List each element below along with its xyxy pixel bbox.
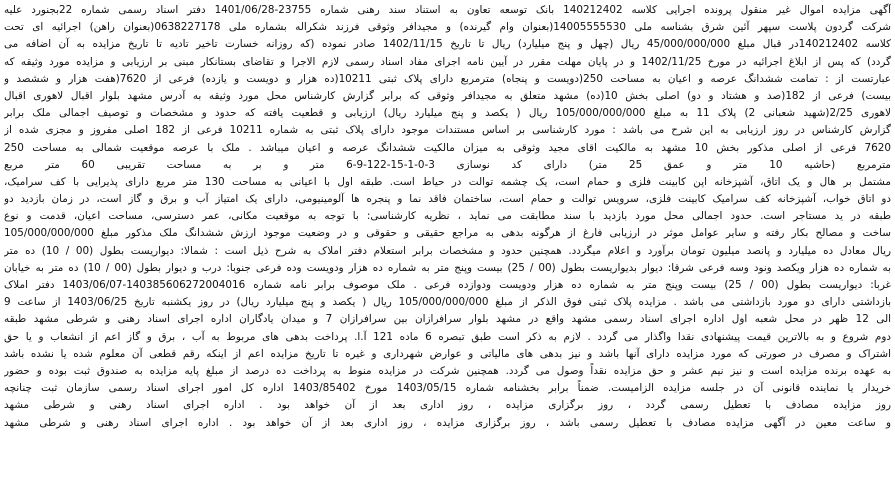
notice-line: طبقه در ید مستاجر است. حدود اجمالی محل مورد بازدید با سند مطابقت می نماید ، نظریه کارشناسی: با توجه به موقعیت مکانی، عمر دسترسی، مساحت اعیان، قدمت و نوع [4,210,891,223]
notice-line-last [4,432,891,449]
notice-line: ریال معادل ده میلیارد و پانصد میلیون تومان برآورد و اعلام میگردد. همچنین حدود و مشخصات برابر استعلام دفتر املاک به شرح ذیل است : شمالا: دیواریست بطول (00 / 10) ده متر [4,244,891,257]
notice-line: به عهده برنده مزایده است و نیز نیم عشر و حق مزایده نقداً وصول می گردد. همچنین شرکت در مزایده منوط به پرداخت ده درصد از مبلغ پایه مزایده به صندوق ثبت بوده و حضور [4,364,891,377]
notice-line: 7620 فرعی از اصلی مذکور بخش 10 مشهد به مالکیت اقای مجید وثوقی به میزان مالکیت ششدانگ عرصه و اعیان میباشد . ملک با عرصه موقعیت شمالی به مساحت 250 [4,141,891,154]
notice-line: آگهی مزایده اموال غیر منقول پرونده اجرایی کلاسه 140212402 بانک توسعه تعاون به استناد سند رهنی شماره 23755-1401/06/28 دفتر اسناد رسمی شماره 22بجنورد علیه [4,4,891,16]
notice-line: خریدار یا نماینده قانونی آن در جلسه مزایده الزامیست. ضمناً برابر بخشنامه شماره 1403/05/15 مورخ 1403/85402 اداره کل امور اجرای اسناد رسمی سازمان ثبت چنانچه [4,382,891,395]
notice-line: الی 12 ظهر در محل شعبه اول اداره اجرای اسناد رسمی مشهد واقع در مشهد بلوار سرافرازان بین سرافرازان 7 و میدان یادگاران اداره اجرای اسناد رهنی و شرطی مشهد طبقه [4,313,891,326]
notice-line: بازداشتی دارای دو مورد بازداشتی می باشد . مزایده پلاک ثبتی فوق الذکر از مبلغ 105/000/000/000 ریال ( یکصد و پنج میلیارد ریال) در روز یکشنبه تاریخ 1403/06/25 از ساعت 9 [4,296,891,309]
notice-line: غربا: دیواریست بطول (00 / 25) بیست وپنج متر به شماره ده هزار ودویست ودوازده فرعی . ملک موصوف برابر نامه شماره 140385606272004016-1403/06/07 دفتر املاک [4,279,891,291]
auction-notice [4,2,891,489]
notice-line: دوم شروع و به بالاترین قیمت پیشنهادی نقدا واگذار می گردد . لازم به ذکر است طبق تبصره 6 ماده 121 آ.ا. پرداخت بدهی های مربوط به آب ، برق و گاز اعم از انشعاب و یا حق [4,330,891,343]
notice-line: روز مزایده مصادف با تعطیل رسمی گردد ، روز برگزاری مزایده ، روز اداری بعد از آن خواهد بود . اداره اجرای اسناد رهنی و شرطی مشهد [4,399,891,412]
notice-line: بیست) فرعی از 182(صد و هشتاد و دو) اصلی بخش 10(ده) مشهد متعلق به مجیدافر وثوقی که برابر گزارش کارشناس محل مورد وثیقه به آدرس مشهد بلوار اقبال لاهوری اقبال [4,89,891,102]
notice-line: کلاسه 140212402در قبال مبلغ 45/000/000/000 ریال (چهل و پنج میلیارد) ریال تا تاریخ 1402/11/15 صادر نموده (که روزانه خسارت تاخیر تادیه تا تاریخ مزایده به آن اضافه می [4,38,891,51]
notice-line: مشتمل بر هال و یک اتاق، آشپزخانه اپن کابینت فلزی و حمام است، یک چشمه توالت در حیاط است. طبقه اول با اعیانی به مساحت 130 متر مربع دارای پذیرایی با کف سرامیک، [4,175,891,188]
notice-line: و ساعت معین در آگهی مزایده مصادف با تعطیل رسمی باشد ، روز برگزاری مزایده ، روز اداری بعد از آن خواهد بود . اداره اجرای اسناد رهنی و شرطی مشهد [4,416,891,429]
notice-line: عبارتست از : تمامت ششدانگ عرصه و اعیان به مساحت 250(دویست و پنجاه) مترمربع دارای پلاک ثبتی 10211(ده هزار و دویست و یازده) فرعی از 7620(هفت هزار و ششصد و [4,72,891,85]
notice-line: لاهوری 2/25(شهید شعبانی 2) پلاک 11 به مبلغ 105/000/000/000 ریال ( یکصد و پنج میلیارد ریال) ارزیابی و قطعیت یافته که حدود و مشخصات و توصیف اجمالی ملک برابر [4,107,891,120]
notice-line: به شماره ده هزار ویکصد ونود وسه فرعی شرقا: دیوار بدیواریست بطول (00 / 25) بیست وپنج متر به شماره ده هزار ودویست وده فرعی جنوبا: درب و دیوار بطول (00 / 10) ده متر به خیابان [4,261,891,274]
notice-line: گردد) که پس از ابلاغ اجرائیه در مورخ 1402/11/25 و در پایان مهلت مقرر در آیین نامه اجرای مفاد اسناد رسمی لازم الاجرا و تقاضای بستانکار مبنی بر ارزیابی و مزایده مورد وثیقه که [4,55,891,68]
notice-line: مترمربع (حاشیه 10 متر و عمق 25 متر) دارای کد نوسازی 3-0-1-15-122-9-6 متر و بر به مساحت تقریبی 60 متر مربع [4,158,891,171]
notice-line: گزارش کارشناس در روز ارزیابی به این شرح می باشد : مورد کارشناسی بر اساس مستندات موجود دارای پلاک ثبتی به شماره 10211 فرعی از 182 اصلی مفروز و مجزی شده از [4,124,891,137]
notice-line: شرکت گردون پلاست سپهر آئین شرق بشناسه ملی 14005555530(بعنوان وام گیرنده) و مجیدافر وثوقی فرزند شکراله بشماره ملی 0638227178(بعنوان راهن) اجرائیه ای تحت [4,21,891,34]
notice-line: دو اتاق خواب، آشپزخانه کف سرامیک کابینت فلزی، سرویس توالت و حمام است، ساختمان فاقد نما و پنجره ها آلومینیومی، دارای یک امتیاز آب و برق و گاز است، در زمان بازدید دو [4,193,891,206]
notice-line: ساخت و مصالح بکار رفته و سایر عوامل موثر در ارزیابی فارغ از هرگونه بدهی به مراجع حقیقی و حقوقی و در وضعیت موجود ارزش ششدانگ ملک مذکور مبلغ 105/000/000/000 [4,227,891,240]
notice-line: اشتراک و مصرف در صورتی که مورد مزایده دارای آنها باشد و نیز بدهی های مالیاتی و عوارض شهرداری و غیره تا تاریخ مزایده اعم از اینکه رقم قطعی آن معلوم شده یا نشده باشد [4,347,891,360]
